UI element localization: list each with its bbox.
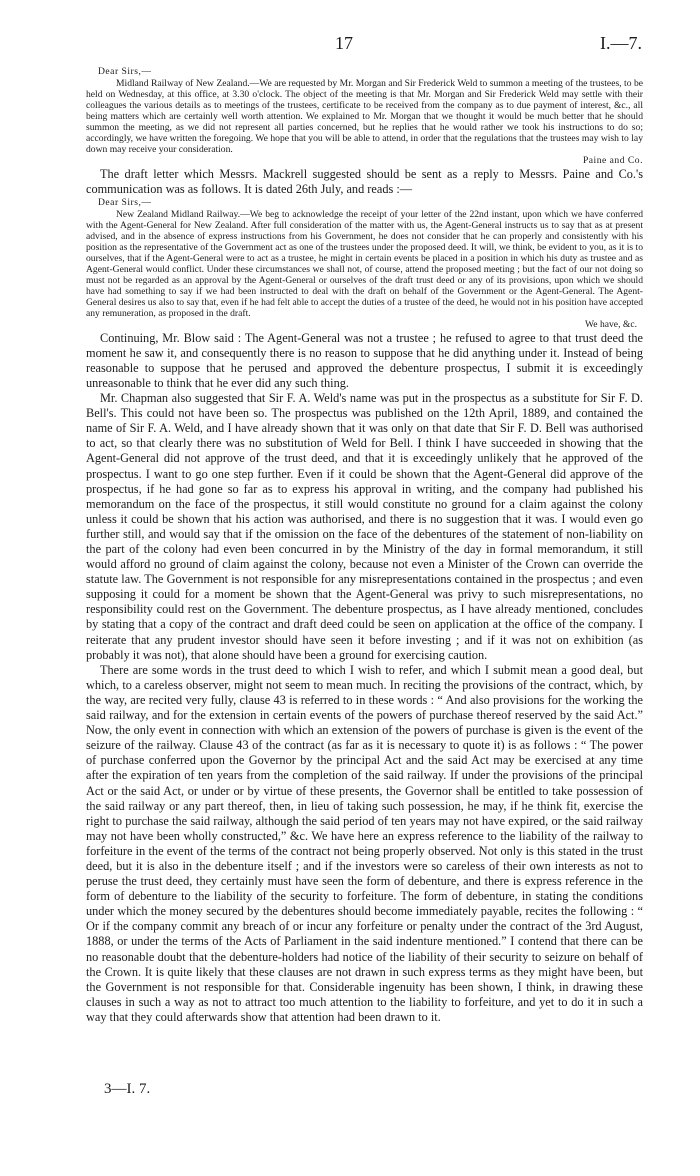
letter-salutation: Dear Sirs,—: [98, 197, 152, 209]
letter-closing: We have, &c.: [585, 319, 637, 331]
paragraph-trust-deed: There are some words in the trust deed to which I wish to refer, and which I submit mean a good deal, but which, to a careless observer, might not seem to mean much. In reciting the provisions of the contract, which, by the way, are recited very fully, clause 43 is referred to in these words : “ And also provisions for the working the said railway, and for the extension in certain events of the powers of purchase thereof reserved by the said Act.” Now, the only event in connection with which an extension of the powers of purchase is given is the event of the seizure of the railway. Clause 43 of the contract (as far as it is necessary to quote it) is as follows : “ The power of purchase conferred upon the Governor by the principal Act and the said Act may be exercised at any time after the expiration of ten years from the completion of the said railway. If under the provisions of the principal Act or the said Act, or under or by virtue of these presents, the Governor shall be entitled to take possession of the said railway or any part thereof, then, in lieu of taking such possession, he may, if he think fit, exercise the right to purchase the said railway, although the said period of ten years may not have expired, or the said railway may not have been wholly constructed,” &c. We have here an express reference to the liability of the railway to forfeiture in the event of the terms of the contract not being properly observed. Not only is this stated in the trust deed, but it is also in the debenture itself ; and if the investors were so careless of their own interests as not to peruse the trust deed, they certainly must have seen the form of debenture, and there is express reference in the form of debenture to the liability of the security to forfeiture. The form of debenture, in stating the conditions under which the money secured by the debentures should become immediately payable, recites the following : “ Or if the company commit any breach of or incur any forfeiture or penalty under the contract of the 3rd August, 1888, or under the terms of the Acts of Parliament in the said indenture mentioned.” I contend that there can be no reasonable doubt that the debenture-holders had notice of the liability of their security to seizure on behalf of the Crown. It is quite likely that these clauses are not drawn in such express terms as they might have been, but the Government is not responsible for that. Considerable ingenuity has been shown, I think, in drawing these clauses in such a way as not to attract too much attention to the liability to forfeiture, and yet to do it in such a way that they could afterwards show that attention had been drawn to it.: [86, 662, 643, 1024]
letter-body: New Zealand Midland Railway.—We beg to acknowledge the receipt of your letter of the 22nd instant, upon which we have conferred with the Agent-General for New Zealand. After full consideration of the matter with us, the Agent-General instructs us to say that as at present advised, and in the absence of express instructions from his Government, he does not consider that he can properly and consistently with his position as the representative of the Government act as one of the trustees under the proposed deed. It will, we think, be evident to you, as it is to ourselves, that if the Agent-General were to act as a trustee, he might in certain events be placed in a position in which his duty as trustee and as Agent-General would conflict. Under these circumstances we shall not, of course, attend the proposed meeting ; but the fact of our not doing so must not be regarded as an approval by the Agent-General or ourselves of the draft trust deed or any of its provisions, upon which we should have had something to say if we had been instructed to deal with the draft on behalf of the Government or the Agent-General. The Agent-General desires us also to say that, even if he had felt able to accept the duties of a trustee of the deed, he would not in his position have accepted any remuneration, as proposed in the draft.: [86, 209, 643, 320]
paragraph-continuing: Continuing, Mr. Blow said : The Agent-General was not a trustee ; he refused to agree to that trust deed the moment he saw it, and consequently there is no reason to suppose that he did anything under it. Instead of being reasonable to suppose that he perused and approved the debenture prospectus, I submit it is exceedingly unreasonable to think that he ever did any such thing.: [86, 330, 643, 390]
letter-salutation: Dear Sirs,—: [98, 66, 152, 77]
page-number: 17: [335, 33, 353, 53]
paper-reference: I.—7.: [600, 33, 642, 53]
letter-signature: Paine and Co.: [582, 155, 643, 166]
letter-body: Midland Railway of New Zealand.—We are requested by Mr. Morgan and Sir Frederick Weld to summon a meeting of the trustees, to be held on Wednesday, at this office, at 3.30 o'clock. The object of the meeting is that Mr. Morgan and Sir Frederick Weld may settle with their colleagues the various details as to meetings of the trustees, certificate to be received from the company as to due payment of interest, &c., all being matters which are certainly well worth attention. We explained to Mr. Morgan that we thought it would be much better that he should summon the meeting, as we did not represent all parties concerned, but he replies that he would rather we took his instructions to do so; accordingly, we have written the foregoing. We hope that you will be able to attend, in order that the regulations that the trustees may wish to lay down may receive your consideration.: [86, 78, 643, 155]
page-content: [86, 66, 643, 1025]
page-header: [80, 33, 642, 55]
signature-mark: 3—I. 7.: [104, 1081, 151, 1097]
letter-paine: [86, 66, 643, 167]
letter-mackrell: [86, 197, 643, 331]
paragraph-draft-intro: The draft letter which Messrs. Mackrell suggested should be sent as a reply to Messrs. Paine and Co.'s communication was as follows. It is dated 26th July, and reads :—: [86, 167, 643, 197]
paragraph-chapman: Mr. Chapman also suggested that Sir F. A. Weld's name was put in the prospectus as a substitute for Sir F. D. Bell's. This could not have been so. The prospectus was published on the 12th April, 1889, and contained the name of Sir F. A. Weld, and I have already shown that it was only on that date that Sir F. D. Bell was authorised to act, so that clearly there was no substitution of Weld for Bell. I think I have succeeded in showing that the Agent-General did not approve of the trust deed, and that it is exceedingly unlikely that he approved of the prospectus. I want to go one step further. Even if it could be shown that the Agent-General did approve of the prospectus, if he had gone so far as to express his approval in writing, and the company had published his memorandum on the face of the prospectus, it still would constitute no ground for a claim against the colony unless it could be shown that his action was authorised, and there is no suggestion that it was. I would even go further still, and would say that if the omission on the face of the debentures of the statement of non-liability on the part of the colony had even been concurred in by the Ministry of the day in formal memorandum, it still would afford no ground of claim against the colony, because not even a Minister of the Crown can override the statute law. The Government is not responsible for any misrepresentations contained in the prospectus ; and even supposing it could for a moment be shown that the Agent-General was privy to such misrepresentations, no responsibility could rest on the Government. The debenture prospectus, as I have already mentioned, concludes by stating that a copy of the contract and draft deed could be seen on application at the office of the company. I reiterate that any prudent investor should have seen it before investing ; and if it was not on exhibition (as probably it was not), that alone should have been a ground for exercising caution.: [86, 391, 643, 662]
